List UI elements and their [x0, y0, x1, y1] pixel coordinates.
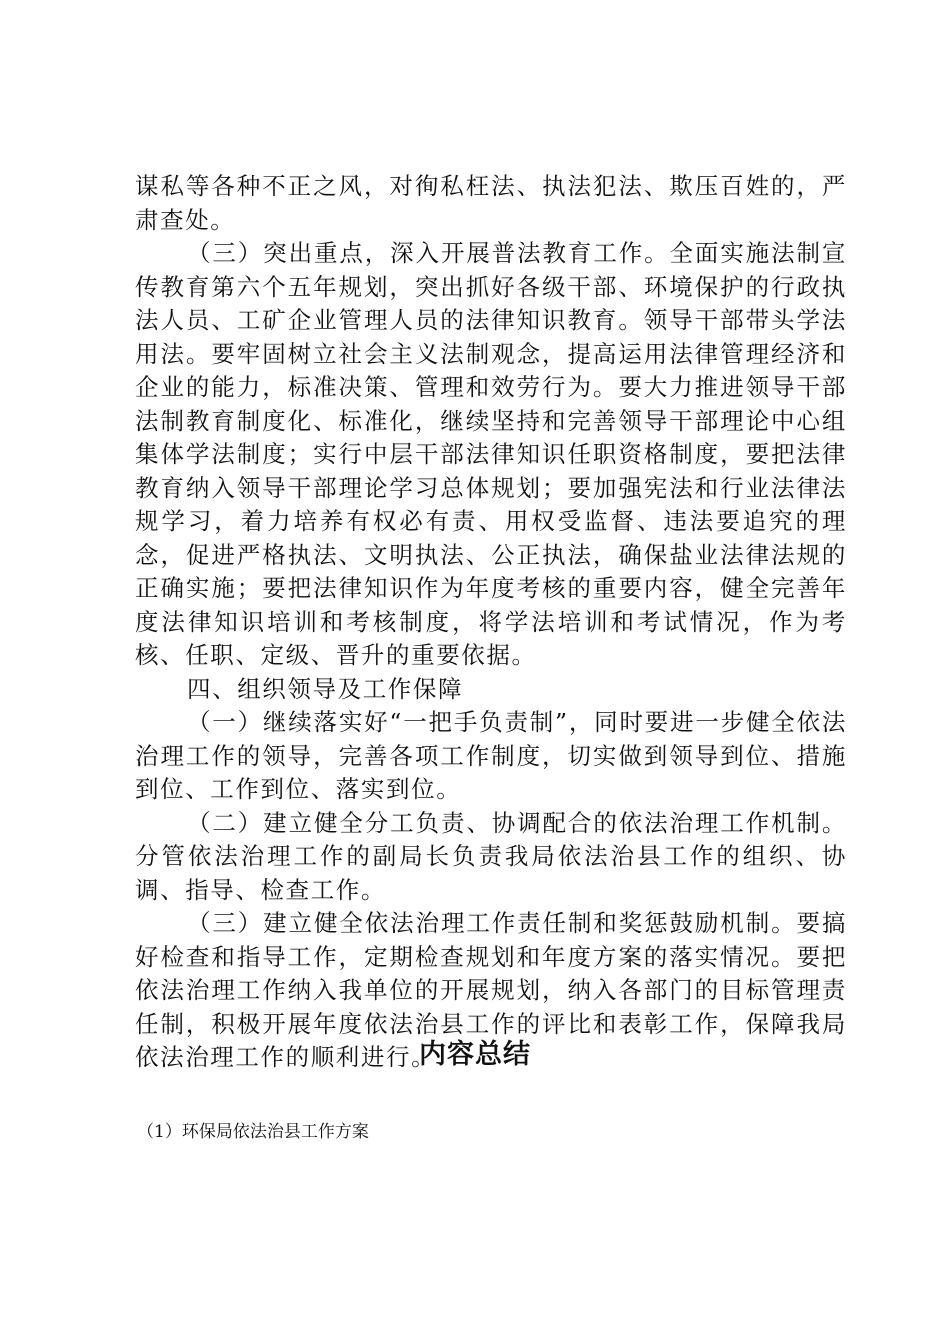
paragraph-continuation: 谋私等各种不正之风，对徇私枉法、执法犯法、欺压百姓的，严肃查处。 — [135, 172, 847, 234]
section-heading-organization: 四、组织领导及工作保障 — [187, 674, 464, 703]
document-body — [135, 170, 847, 1075]
paragraph-responsibility-system: （三）建立健全依法治理工作责任制和奖惩鼓励机制。要搞好检查和指导工作，定期检查规划和年度方案的落实情况。要把依法治理工作纳入我单位的开展规划，纳入各部门的目标管理责任制，积极开展年度依法治县工作的评比和表彰工作，保障我局依法治理工作的顺利进行。 — [135, 909, 847, 1071]
paragraph-leadership-responsibility: （一）继续落实好“一把手负责制”，同时要进一步健全依法治理工作的领导，完善各项工作制度，切实做到领导到位、措施到位、工作到位、落实到位。 — [135, 708, 847, 803]
paragraph-work-mechanism: （二）建立健全分工负责、协调配合的依法治理工作机制。分管依法治理工作的副局长负责我局依法治县工作的组织、协调、指导、检查工作。 — [135, 808, 847, 904]
paragraph-legal-education: （三）突出重点，深入开展普法教育工作。全面实施法制宣传教育第六个五年规划，突出抓好各级干部、环境保护的行政执法人员、工矿企业管理人员的法律知识教育。领导干部带头学法用法。要牢固树立社会主义法制观念，提高运用法律管理经济和企业的能力，标准决策、管理和效劳行为。要大力推进领导干部法制教育制度化、标准化，继续坚持和完善领导干部理论中心组集体学法制度；实行中层干部法律知识任职资格制度，要把法律教育纳入领导干部理论学习总体规划；要加强宪法和行业法律法规学习，着力培养有权必有责、用权受监督、违法要追究的理念，促进严格执法、文明执法、公正执法，确保盐业法律法规的正确实施；要把法律知识作为年度考核的重要内容，健全完善年度法律知识培训和考核制度，将学法培训和考试情况，作为考核、任职、定级、晋升的重要依据。 — [135, 239, 847, 669]
summary-item: （1）环保局依法治县工作方案 — [137, 1122, 369, 1142]
summary-title: 内容总结 — [419, 1039, 531, 1070]
